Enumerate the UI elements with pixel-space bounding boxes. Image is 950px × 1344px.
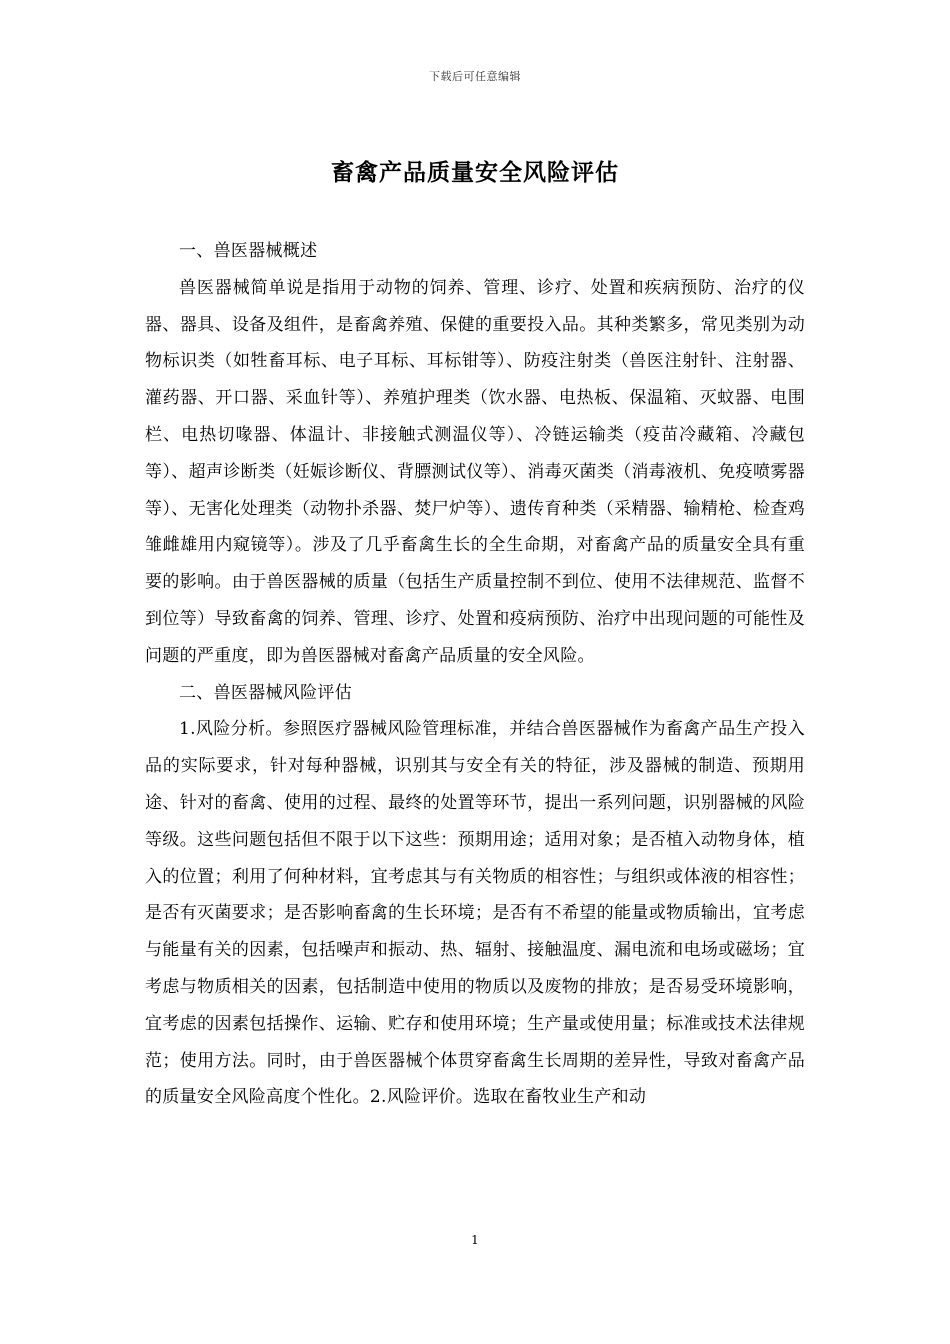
section-heading-risk-assessment: 二、兽医器械风险评估 [179, 682, 352, 703]
document-body [145, 233, 805, 1116]
header-note: 下载后可任意编辑 [429, 70, 521, 83]
paragraph-overview: 兽医器械简单说是指用于动物的饲养、管理、诊疗、处置和疾病预防、治疗的仪器、器具、设备及组件，是畜禽养殖、保健的重要投入品。其种类繁多，常见类别为动物标识类（如牲畜耳标、电子耳标、耳标钳等）、防疫注射类（兽医注射针、注射器、灌药器、开口器、采血针等）、养殖护理类（饮水器、电热板、保温箱、灭蚊器、电围栏、电热切喙器、体温计、非接触式测温仪等）、冷链运输类（疫苗冷藏箱、冷藏包等）、超声诊断类（妊娠诊断仪、背膘测试仪等）、消毒灭菌类（消毒液机、免疫喷雾器等）、无害化处理类（动物扑杀器、焚尸炉等）、遗传育种类（采精器、输精枪、检查鸡雏雌雄用内窥镜等）。涉及了几乎畜禽生长的全生命期，对畜禽产品的质量安全具有重要的影响。由于兽医器械的质量（包括生产质量控制不到位、使用不法律规范、监督不到位等）导致畜禽的饲养、管理、诊疗、处置和疫病预防、治疗中出现问题的可能性及问题的严重度，即为兽医器械对畜禽产品质量的安全风险。 [145, 277, 805, 666]
section-heading-overview: 一、兽医器械概述 [179, 241, 318, 261]
document-title: 畜禽产品质量安全风险评估 [331, 159, 619, 186]
page-number: 1 [471, 1233, 479, 1247]
paragraph-risk-analysis: 1.风险分析。参照医疗器械风险管理标准，并结合兽医器械作为畜禽产品生产投入品的实际要求，针对每种器械，识别其与安全有关的特征，涉及器械的制造、预期用途、针对的畜禽、使用的过程、最终的处置等环节，提出一系列问题，识别器械的风险等级。这些问题包括但不限于以下这些：预期用途；适用对象；是否植入动物身体，植入的位置；利用了何种材料，宜考虑其与有关物质的相容性；与组织或体液的相容性；是否有灭菌要求；是否影响畜禽的生长环境；是否有不希望的能量或物质输出，宜考虑与能量有关的因素，包括噪声和振动、热、辐射、接触温度、漏电流和电场或磁场；宜考虑与物质相关的因素，包括制造中使用的物质以及废物的排放；是否易受环境影响，宜考虑的因素包括操作、运输、贮存和使用环境；生产量或使用量；标准或技术法律规范；使用方法。同时，由于兽医器械个体贯穿畜禽生长周期的差异性，导致对畜禽产品的质量安全风险高度个性化。2.风险评价。选取在畜牧业生产和动 [145, 719, 805, 1108]
